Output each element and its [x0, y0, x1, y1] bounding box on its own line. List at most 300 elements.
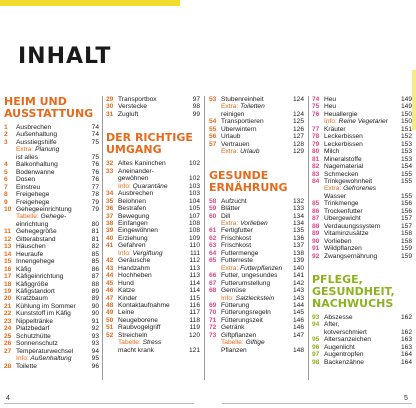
entry-title: Fütterungsregeln [221, 309, 271, 317]
entry-page: 150 [400, 110, 412, 118]
toc-entry[interactable] [4, 363, 99, 370]
entry-number: 8 [4, 191, 8, 199]
toc-entry[interactable] [4, 251, 99, 258]
toc-entry[interactable] [106, 324, 200, 331]
toc-entry[interactable] [209, 118, 304, 125]
toc-entry[interactable] [4, 333, 99, 340]
entry-number: 27 [4, 347, 12, 355]
entry-page: 133 [292, 205, 304, 213]
toc-entry[interactable] [4, 325, 99, 332]
toc-entry[interactable] [4, 154, 99, 161]
toc-entry[interactable] [4, 184, 99, 191]
entry-page: 120 [188, 331, 200, 339]
entry-title: gewöhnen [118, 175, 149, 183]
entry-number: 92 [312, 252, 320, 260]
entry-number: 95 [312, 336, 320, 344]
entry-title: Nippeltränke [16, 317, 54, 325]
entry-title: Sonnenschutz [16, 340, 58, 348]
entry-title-text: Quarantäne [130, 182, 168, 190]
entry-title [118, 339, 186, 346]
toc-entry[interactable] [312, 253, 412, 260]
toc-entry[interactable] [4, 295, 99, 302]
entry-number: 24 [4, 325, 12, 333]
toc-entry[interactable] [312, 329, 412, 336]
page-number-left: 4 [6, 395, 10, 402]
toc-entry[interactable] [312, 118, 412, 125]
entry-kind-label: Extra: [221, 264, 239, 272]
toc-entry[interactable] [4, 169, 99, 176]
column-divider [102, 96, 103, 380]
entry-page: 117 [189, 309, 200, 317]
toc-entry[interactable] [106, 168, 200, 175]
toc-entry[interactable] [4, 191, 99, 198]
toc-entry[interactable] [106, 183, 200, 190]
entry-title: Käfigstandort [16, 287, 55, 295]
column-divider [204, 96, 205, 380]
entry-title: Streicheln [118, 331, 148, 339]
toc-entry[interactable] [312, 215, 412, 222]
entry-number: 43 [106, 264, 114, 272]
entry-title: Trinkgewohnheit [324, 177, 373, 185]
toc-entry[interactable] [106, 198, 200, 205]
entry-page: 79 [91, 198, 99, 206]
entry-number: 31 [106, 110, 114, 118]
toc-entry[interactable] [312, 156, 412, 163]
toc-entry[interactable] [106, 96, 200, 103]
entry-title-text: Vorlieben [238, 219, 268, 227]
toc-entry[interactable] [209, 324, 304, 331]
toc-entry[interactable] [4, 273, 99, 280]
entry-page: 115 [189, 294, 200, 302]
entry-page: 112 [189, 257, 200, 265]
toc-entry[interactable] [209, 280, 304, 287]
toc-entry[interactable] [312, 321, 412, 328]
entry-page: 78 [91, 191, 99, 199]
toc-entry[interactable] [4, 146, 99, 153]
toc-entry[interactable] [106, 190, 200, 197]
toc-entry[interactable] [106, 235, 200, 242]
entry-number: 75 [312, 103, 320, 111]
entry-kind-label: Extra: [16, 146, 34, 154]
toc-entry[interactable] [312, 223, 412, 230]
entry-title [118, 183, 186, 190]
toc-entry[interactable] [106, 250, 200, 257]
entry-title: Innengehege [16, 258, 55, 266]
toc-entry[interactable] [312, 359, 412, 366]
toc-entry[interactable] [106, 257, 200, 264]
toc-entry[interactable] [209, 103, 304, 110]
entry-kind-label: Info: [118, 182, 131, 190]
entry-title [221, 295, 290, 302]
entry-title: Käfiggröße [16, 280, 49, 288]
entry-number: 35 [106, 197, 114, 205]
entry-title: Platzbedarf [16, 325, 50, 333]
entry-page: 136 [292, 234, 304, 242]
entry-number: 14 [4, 250, 12, 258]
entry-number: 66 [209, 272, 217, 280]
entry-number: 59 [209, 205, 217, 213]
entry-page: 114 [189, 279, 200, 287]
entry-page: 127 [292, 133, 304, 141]
entry-title [221, 103, 290, 110]
entry-number: 90 [312, 237, 320, 245]
toc-entry[interactable] [106, 103, 200, 110]
entry-number: 63 [209, 242, 217, 250]
entry-title [221, 220, 290, 227]
toc-entry[interactable] [106, 175, 200, 182]
entry-page: 153 [400, 140, 412, 148]
toc-entry[interactable] [106, 220, 200, 227]
entry-title: Aufzucht [221, 197, 247, 205]
entry-title-text: Stress [140, 339, 162, 347]
entry-page: 75 [91, 138, 99, 146]
toc-entry[interactable] [4, 303, 99, 310]
toc-entry[interactable] [209, 332, 304, 339]
toc-entry[interactable] [209, 309, 304, 316]
entry-page: 118 [189, 316, 200, 324]
entry-title: Übergewicht [324, 215, 361, 223]
entry-page: 103 [188, 190, 200, 198]
entry-title-text: Gehege- [38, 213, 67, 221]
toc-entry[interactable] [106, 280, 200, 287]
entry-title-text: Giftige [243, 339, 265, 347]
entry-title [221, 148, 290, 155]
entry-page: 121 [188, 346, 200, 354]
entry-number: 37 [106, 212, 114, 220]
toc-entry[interactable] [312, 245, 412, 252]
entry-number: 68 [209, 287, 217, 295]
entry-kind-label: Info: [16, 355, 29, 363]
toc-entry[interactable] [4, 213, 99, 220]
toc-entry[interactable] [4, 176, 99, 183]
entry-page: 138 [292, 249, 304, 257]
entry-number: 26 [4, 340, 12, 348]
toc-entry[interactable] [209, 227, 304, 234]
entry-page: 155 [400, 192, 412, 200]
toc-entry[interactable] [106, 213, 200, 220]
entry-page: 163 [400, 343, 412, 351]
toc-entry[interactable] [106, 317, 200, 324]
entry-title [118, 250, 186, 257]
entry-number: 18 [4, 280, 12, 288]
entry-page: 87 [91, 273, 99, 281]
entry-title: Getränk [221, 324, 245, 332]
toc-entry[interactable] [312, 200, 412, 207]
toc-entry[interactable] [209, 205, 304, 212]
entry-page: 85 [91, 250, 99, 258]
toc-entry[interactable] [312, 148, 412, 155]
entry-title [16, 355, 85, 362]
entry-page: 158 [400, 230, 412, 238]
toc-entry[interactable] [4, 221, 99, 228]
entry-title-text: Salzleckstein [233, 294, 275, 302]
toc-entry[interactable] [4, 124, 99, 131]
toc-entry[interactable] [209, 257, 304, 264]
entry-page: 143 [292, 294, 304, 302]
entry-page: 145 [292, 309, 304, 317]
toc-entry[interactable] [312, 336, 412, 343]
toc-entry[interactable] [209, 126, 304, 133]
toc-entry[interactable] [106, 287, 200, 294]
entry-title: Heuraufe [16, 250, 44, 258]
toc-entry[interactable] [312, 351, 412, 358]
entry-number: 51 [106, 324, 114, 332]
entry-page: 142 [292, 279, 304, 287]
entry-title: Leckerbissen [324, 133, 363, 141]
toc-entry[interactable] [209, 213, 304, 220]
entry-page: 148 [292, 346, 304, 354]
toc-entry[interactable] [209, 339, 304, 346]
entry-number: 38 [106, 219, 114, 227]
toc-entry[interactable] [209, 235, 304, 242]
entry-title: Stubenreinheit [221, 96, 264, 103]
toc-entry[interactable] [312, 171, 412, 178]
toc-entry[interactable] [106, 295, 200, 302]
entry-title: Belohnen [118, 197, 146, 205]
entry-page: 134 [292, 212, 304, 220]
entry-page: 157 [400, 215, 412, 223]
entry-title: Dosen [16, 176, 36, 184]
entry-title: Aneinander- [118, 167, 154, 175]
toc-entry[interactable] [312, 141, 412, 148]
entry-page: 74 [91, 131, 99, 139]
entry-number: 40 [106, 234, 114, 242]
entry-page: 137 [292, 242, 304, 250]
entry-page: 124 [292, 96, 304, 103]
entry-title: Kontaktaufnahme [118, 301, 170, 309]
entry-number: 16 [4, 265, 12, 273]
entry-page: 108 [188, 227, 200, 235]
toc-entry[interactable] [4, 131, 99, 138]
toc-entry[interactable] [4, 161, 99, 168]
toc-entry[interactable] [312, 314, 412, 321]
entry-number: 48 [106, 301, 114, 309]
toc-entry[interactable] [312, 230, 412, 237]
entry-number: 82 [312, 163, 320, 171]
toc-entry[interactable] [209, 242, 304, 249]
entry-title: Wasser [324, 192, 347, 200]
toc-entry[interactable] [4, 236, 99, 243]
entry-title: Verstecke [118, 103, 147, 111]
toc-entry[interactable] [312, 208, 412, 215]
entry-page: 103 [188, 182, 200, 190]
entry-number: 62 [209, 234, 217, 242]
entry-number: 56 [209, 133, 217, 141]
entry-page: 144 [292, 301, 304, 309]
entry-title: Überwintern [221, 125, 257, 133]
toc-entry[interactable] [106, 111, 200, 118]
toc-entry[interactable] [4, 281, 99, 288]
entry-page: 110 [189, 242, 200, 250]
entry-number: 85 [312, 200, 320, 208]
toc-entry[interactable] [209, 302, 304, 309]
entry-page: 132 [292, 197, 304, 205]
entry-number: 22 [4, 310, 12, 318]
entry-title: Ausstiegshilfe [16, 138, 57, 146]
entry-page: 146 [292, 324, 304, 332]
entry-title: Augenlicht [324, 343, 355, 351]
toc-entry[interactable] [312, 185, 412, 192]
entry-page: 77 [91, 183, 99, 191]
entry-title [221, 265, 290, 272]
entry-number: 50 [106, 316, 114, 324]
toc-entry[interactable] [4, 228, 99, 235]
entry-title: Erziehung [118, 234, 148, 242]
entry-title: Käfig [16, 265, 32, 273]
entry-page: 140 [292, 264, 304, 272]
entry-title: Fütterung [221, 301, 250, 309]
toc-entry[interactable] [209, 111, 304, 118]
toc-entry[interactable] [209, 133, 304, 140]
entry-title: Schutzhütte [16, 332, 51, 340]
toc-entry[interactable] [106, 332, 200, 339]
entry-page: 81 [91, 235, 99, 243]
entry-number: 15 [4, 258, 12, 266]
entry-page: 158 [400, 237, 412, 245]
toc-entry[interactable] [209, 295, 304, 302]
toc-entry[interactable] [4, 310, 99, 317]
entry-number: 78 [312, 133, 320, 141]
section-gap [106, 118, 200, 132]
toc-entry[interactable] [209, 347, 304, 354]
entry-number: 41 [106, 242, 114, 250]
entry-title: Hund [118, 279, 134, 287]
entry-title: Altes Kaninchen [118, 160, 166, 168]
entry-page: 107 [188, 212, 200, 220]
entry-number: 45 [106, 279, 114, 287]
entry-number: 91 [312, 245, 320, 253]
toc-entry[interactable] [106, 160, 200, 167]
toc-entry[interactable] [209, 96, 304, 103]
toc-entry[interactable] [312, 193, 412, 200]
entry-number: 36 [106, 205, 114, 213]
entry-number: 58 [209, 197, 217, 205]
entry-title-text: Planung [33, 146, 60, 154]
entry-title: Gehegeeinrichtung [16, 205, 72, 213]
toc-entry[interactable] [106, 227, 200, 234]
toc-entry[interactable] [209, 287, 304, 294]
entry-page: 96 [91, 362, 99, 370]
toc-entry[interactable] [312, 178, 412, 185]
entry-kind-label: Extra: [324, 185, 342, 193]
toc-entry[interactable] [106, 309, 200, 316]
toc-entry[interactable] [209, 198, 304, 205]
entry-title: Zwangsernährung [324, 252, 378, 260]
entry-number: 79 [312, 140, 320, 148]
toc-entry[interactable] [106, 265, 200, 272]
entry-number: 42 [106, 257, 114, 265]
entry-title: Backenzähne [324, 358, 364, 366]
entry-title: Nagematerial [324, 163, 364, 171]
toc-entry[interactable] [4, 206, 99, 213]
toc-entry[interactable] [4, 288, 99, 295]
toc-entry[interactable] [209, 250, 304, 257]
toc-entry[interactable] [312, 344, 412, 351]
entry-page: 113 [189, 264, 200, 272]
entry-page: 164 [400, 358, 412, 366]
toc-entry[interactable] [312, 133, 412, 140]
toc-entry[interactable] [4, 139, 99, 146]
toc-entry[interactable] [312, 103, 412, 110]
entry-title: Vertrauen [221, 140, 250, 148]
entry-page: 80 [91, 220, 99, 228]
entry-page: 119 [189, 324, 200, 332]
toc-entry[interactable] [209, 141, 304, 148]
toc-entry[interactable] [209, 265, 304, 272]
entry-title: Futterreste [221, 257, 253, 265]
entry-title-text: Gefrorenes [341, 185, 377, 193]
toc-entry[interactable] [106, 205, 200, 212]
entry-title: Kühlung im Sommer [16, 302, 76, 310]
toc-entry[interactable] [312, 111, 412, 118]
entry-number: 28 [4, 362, 12, 370]
entry-number: 39 [106, 227, 114, 235]
entry-number: 20 [4, 295, 12, 303]
entry-number: 61 [209, 227, 217, 235]
toc-entry[interactable] [312, 96, 412, 103]
entry-title: Leckerbissen [324, 140, 363, 148]
entry-number: 3 [4, 138, 8, 146]
toc-entry[interactable] [4, 318, 99, 325]
entry-title: reinigen [221, 110, 245, 118]
entry-number: 72 [209, 324, 217, 332]
entry-number: 21 [4, 302, 12, 310]
entry-title: Gefahren [118, 242, 146, 250]
toc-entry[interactable] [106, 339, 200, 346]
entry-page: 149 [400, 96, 412, 103]
page-number-right: 5 [404, 395, 408, 402]
entry-title [16, 146, 85, 153]
toc-entry[interactable] [209, 317, 304, 324]
toc-entry[interactable] [312, 238, 412, 245]
toc-entry[interactable] [4, 340, 99, 347]
entry-page: 156 [400, 207, 412, 215]
toc-entry[interactable] [4, 258, 99, 265]
entry-title: Einstreu [16, 183, 41, 191]
entry-title: Urlaub [221, 133, 241, 141]
toc-entry[interactable] [4, 266, 99, 273]
toc-entry[interactable] [209, 220, 304, 227]
top-accent-bar [0, 0, 180, 6]
entry-title: Altersanzeichen [324, 336, 371, 344]
entry-title: Dill [221, 212, 231, 220]
toc-entry[interactable] [312, 126, 412, 133]
toc-entry[interactable] [106, 242, 200, 249]
toc-entry[interactable] [106, 302, 200, 309]
toc-entry[interactable] [106, 347, 200, 354]
entry-kind-label: Info: [324, 118, 337, 126]
entry-page: 124 [292, 110, 304, 118]
toc-entry[interactable] [4, 355, 99, 362]
entry-title: Einfangen [118, 219, 148, 227]
toc-entry[interactable] [106, 272, 200, 279]
entry-title: Hochheben [118, 272, 152, 280]
entry-number: 71 [209, 316, 217, 324]
entry-page: 90 [91, 302, 99, 310]
entry-page: 93 [91, 340, 99, 348]
toc-entry[interactable] [4, 199, 99, 206]
entry-number: 81 [312, 155, 320, 163]
entry-title-text: Außenhaltung [28, 355, 72, 363]
toc-entry[interactable] [209, 272, 304, 279]
entry-page: 95 [91, 355, 99, 363]
toc-entry[interactable] [4, 243, 99, 250]
toc-entry[interactable] [209, 148, 304, 155]
entry-title: Verdauungssystem [324, 222, 381, 230]
toc-entry[interactable] [312, 163, 412, 170]
toc-entry[interactable] [4, 348, 99, 355]
entry-title: Kinder [118, 294, 138, 302]
